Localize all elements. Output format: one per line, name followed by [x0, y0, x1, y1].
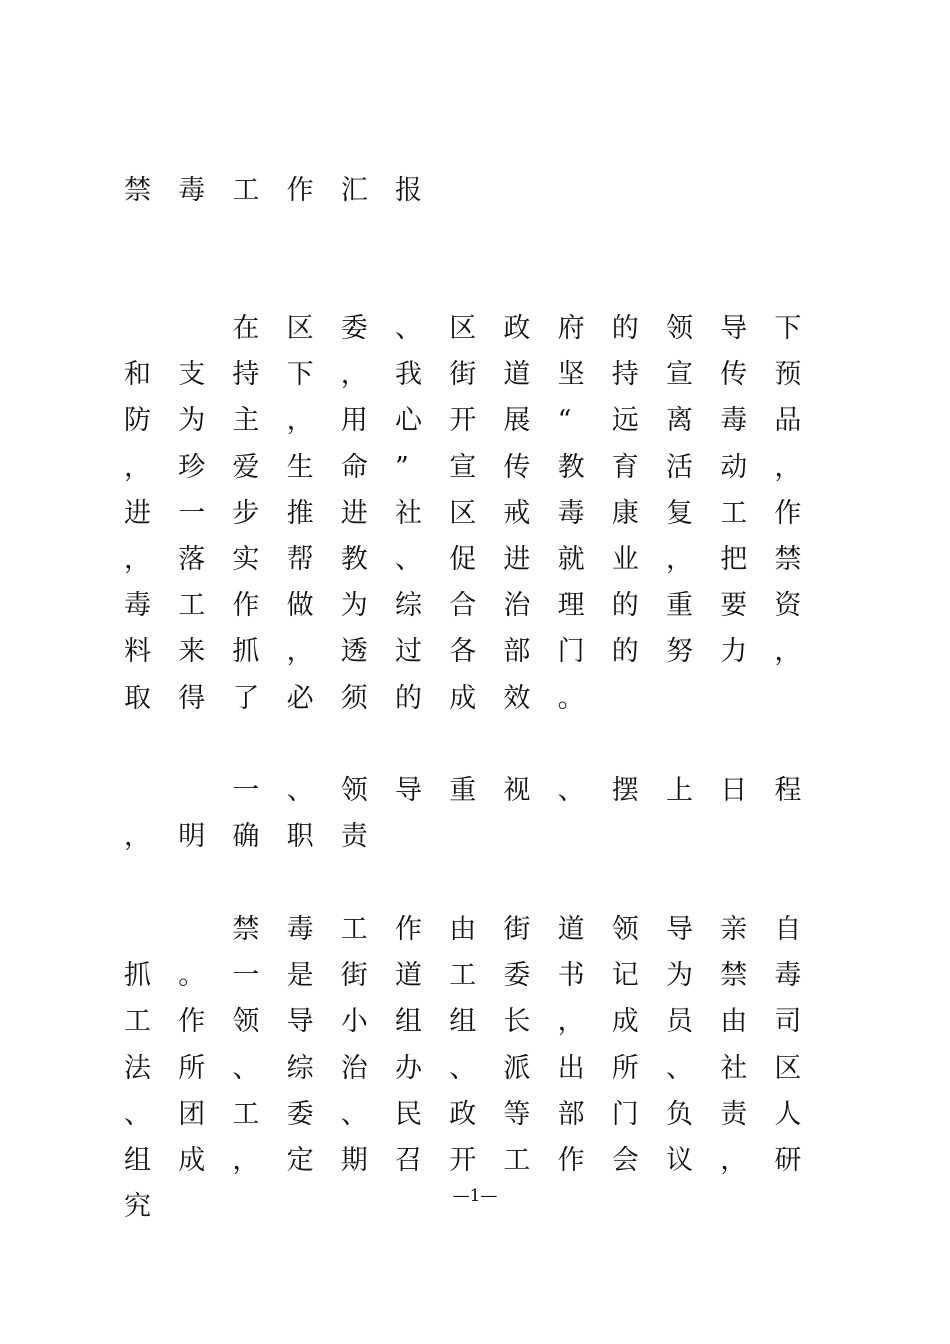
page-number: —1—: [452, 1186, 498, 1206]
document-page: 禁 毒 工 作 汇 报 在 区 委 、 区 政 府 的 领 导 下 和 支 持 下 ， 我 街 道 坚 持 宣 传 预 防 为 主 ， 用 心 开 展 “ 远 离 毒 品 ， 珍 爱 生 命 ” 宣 传 教 育 活 动 ， 进 一 步 推 进 社 区 戒 毒 康 复 工 作 ， 落 实 帮 教 、 促 进 就 业 ， 把 禁 毒 工 作 做 为 综 合 治 理 的 重 要 资 料 来 抓 ， 透 过 各 部 门 的 努 力 ， 取 得 了 必 须 的 成 效 。 一 、 领 导 重 视 、 摆 上 日 程 ， 明 确 职 责 禁 毒 工 作 由 街 道 领 导 亲 自 抓 。 一 是 街 道 工 委 书 记 为 禁 毒 工 作 领 导 小 组 组 长 ， 成 员 由 司 法 所 、 综 治 办 、 派 出 所 、 社 区 、 团 工 委 、 民 政 等 部 门 负 责 人 组 成 ， 定 期 召 开 工 作 会 议 ， 研 究 —1—: [0, 0, 950, 1344]
